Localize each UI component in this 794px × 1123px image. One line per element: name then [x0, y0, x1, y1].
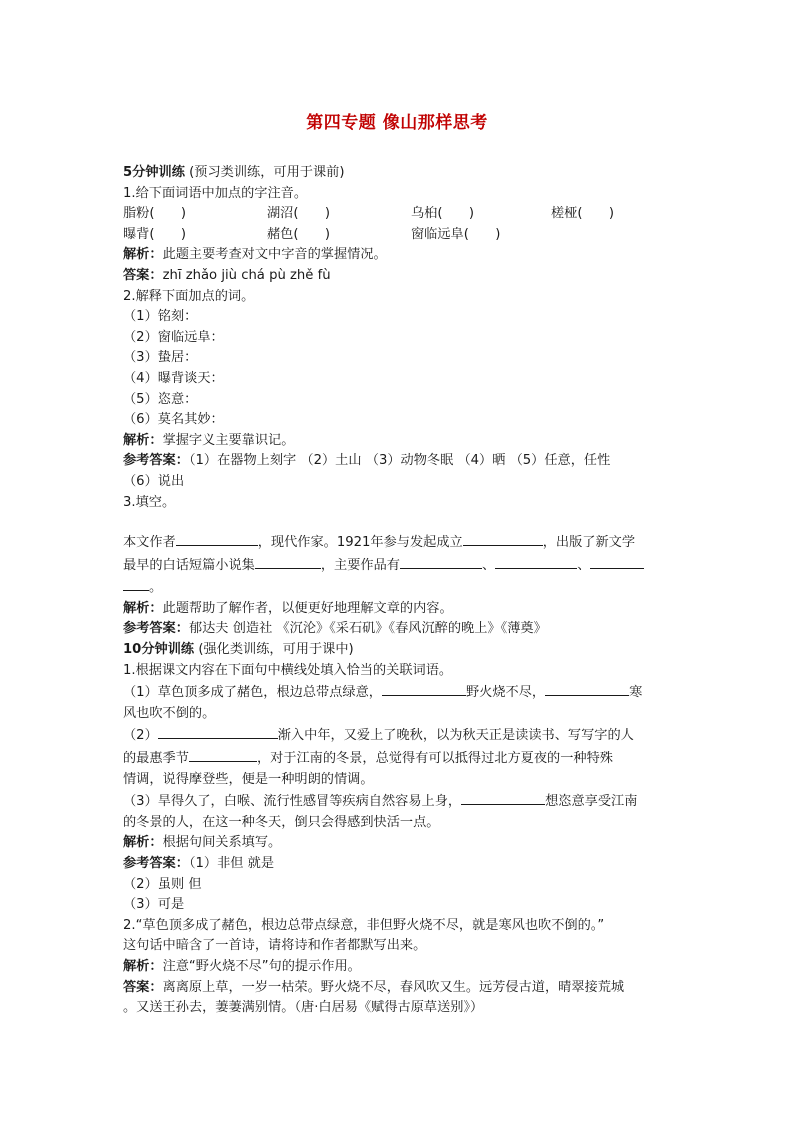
sentence-text: （1）草色顶多成了赭色，根边总带点绿意， [123, 685, 382, 701]
question-prompt-continuation: 这句话中暗含了一首诗，请将诗和作者都默写出来。 [123, 938, 427, 954]
blank-work-2[interactable] [495, 554, 577, 569]
word-item: 湖沼( ) [267, 206, 331, 222]
fill-text: 本文作者 [123, 535, 176, 551]
blank-work-3-cont[interactable] [123, 576, 149, 591]
word-item: 槎桠( ) [551, 206, 615, 222]
answer-text: 郁达夫 创造社 《沉沦》《采石矶》《春风沉醉的晚上》《薄奠》 [188, 621, 547, 637]
answer-continuation: （6）说出 [123, 473, 185, 489]
question-prompt: 1.给下面词语中加点的字注音。 [123, 185, 308, 201]
sentence-3-line-2: 的冬景的人，在这一种冬天，倒只会得感到快活一点。 [123, 814, 440, 830]
blank-conj-2a[interactable] [158, 724, 278, 739]
word-item: 脂粉( ) [123, 206, 187, 222]
fill-line-1 [123, 531, 671, 554]
analysis-line [123, 245, 671, 266]
blank-society[interactable] [463, 531, 543, 546]
sentence-2-line-1 [123, 724, 671, 747]
list-item: （2）窗临远阜： [123, 329, 224, 345]
answer-label: 参考答案： [123, 621, 189, 637]
answer-item: （2）虽则 但 [123, 876, 202, 892]
pinyin-row-1 [123, 204, 671, 225]
fill-line-2 [123, 554, 671, 577]
analysis-label: 解析： [123, 247, 163, 263]
analysis-text: 此题帮助了解作者，以便更好地理解文章的内容。 [162, 600, 453, 616]
fill-text: 、 [482, 557, 496, 573]
fill-text: ，现代作家。1921年参与发起成立 [257, 535, 463, 551]
word-item: 赭色( ) [267, 226, 331, 242]
answer-line [123, 266, 671, 287]
answer-label: 参考答案： [123, 856, 189, 871]
sentence-text: ，对于江南的冬景，总觉得有可以抵得过北方夏夜的一种特殊 [256, 751, 613, 767]
question-prompt: 1.根据课文内容在下面句中横线处填入恰当的关联词语。 [123, 662, 453, 678]
fill-text: ，出版了新文学 [542, 535, 636, 551]
sentence-text: 渐入中年，又爱上了晚秋，以为秋天正是读读书、写写字的人 [277, 728, 634, 744]
answer-line [123, 854, 671, 875]
answer-label: 参考答案： [123, 453, 189, 469]
question-prompt: 2.解释下面加点的词。 [123, 288, 255, 304]
analysis-text: 掌握字义主要靠识记。 [162, 432, 295, 448]
analysis-text: 此题主要考查对文中字音的掌握情况。 [162, 247, 387, 263]
analysis-label: 解析： [123, 600, 163, 616]
analysis-label: 解析： [123, 432, 163, 448]
sentence-text: （3）旱得久了，白喉、流行性感冒等疾病自然容易上身， [123, 794, 462, 810]
blank-collection[interactable] [255, 554, 321, 569]
section-heading-note: (强化类训练，可用于课中) [198, 642, 354, 658]
analysis-label: 解析： [123, 835, 163, 851]
analysis-text: 根据句间关系填写。 [162, 835, 282, 851]
blank-work-1[interactable] [400, 554, 482, 569]
analysis-line [123, 957, 671, 978]
fill-text: 最早的白话短篇小说集 [123, 557, 255, 573]
list-item: （4）曝背谈天： [123, 370, 224, 386]
blank-author[interactable] [176, 531, 258, 546]
answer-text: （1）非但 就是 [188, 856, 275, 871]
sentence-1-line-1 [123, 681, 671, 704]
answer-line [123, 619, 671, 640]
answer-line [123, 451, 671, 472]
answer-text: 离离原上草，一岁一枯荣。野火烧不尽，春风吹又生。远芳侵古道，晴翠接荒城 [162, 979, 625, 995]
answer-text: （1）在器物上刻字 （2）土山 （3）动物冬眠 （4）晒 （5）任意，任性 [188, 453, 611, 469]
spacer [123, 513, 671, 531]
section-heading-5min [123, 163, 671, 184]
answer-line [123, 978, 671, 999]
sentence-1-line-2: 风也吹不倒的。 [123, 705, 216, 721]
section-heading-label: 5分钟训练 [123, 165, 185, 180]
word-item: 曝背( ) [123, 226, 187, 242]
answer-item: （3）可是 [123, 897, 185, 913]
blank-conj-1b[interactable] [545, 681, 629, 696]
answer-label: 答案： [123, 979, 163, 995]
sentence-2-line-3: 情调，说得摩登些，便是一种明朗的情调。 [123, 771, 374, 787]
answer-text: zhī zhǎo jiù chá pù zhě fù [162, 267, 331, 283]
sentence-3-line-1 [123, 790, 671, 813]
sentence-text: 寒 [629, 685, 643, 701]
pinyin-row-2 [123, 225, 671, 246]
section-heading-10min [123, 640, 671, 661]
sentence-text: （2） [123, 728, 158, 744]
blank-work-3[interactable] [590, 554, 644, 569]
list-item: （6）莫名其妙： [123, 412, 224, 428]
fill-text: ，主要作品有 [320, 557, 400, 573]
page-title: 第四专题 像山那样思考 [306, 113, 488, 133]
list-item: （1）铭刻： [123, 309, 198, 325]
analysis-label: 解析： [123, 958, 163, 974]
fill-text: 。 [149, 580, 163, 596]
sentence-text: 想恣意享受江南 [545, 794, 638, 810]
section-heading-note: (预习类训练，可用于课前) [189, 165, 345, 180]
analysis-line [123, 599, 671, 620]
blank-conj-3[interactable] [461, 790, 545, 805]
blank-conj-1a[interactable] [382, 681, 466, 696]
list-item: （3）蛰居： [123, 350, 198, 366]
question-prompt: 2.“草色顶多成了赭色，根边总带点绿意，非但野火烧不尽，就是寒风也吹不倒的。” [123, 917, 605, 933]
answer-continuation: 。又送王孙去，萋萋满别情。（唐·白居易《赋得古原草送别》） [123, 1000, 484, 1016]
sentence-text: 野火烧不尽， [465, 685, 546, 701]
sentence-text: 的最惠季节 [123, 751, 189, 767]
blank-conj-2b[interactable] [189, 747, 257, 762]
section-heading-label: 10分钟训练 [123, 642, 195, 658]
word-item: 窗临远阜( ) [411, 226, 501, 242]
word-item: 乌桕( ) [411, 206, 475, 222]
analysis-line [123, 431, 671, 452]
answer-label: 答案： [123, 267, 163, 283]
analysis-text: 注意“野火烧不尽”句的提示作用。 [162, 958, 361, 974]
fill-text: 、 [577, 557, 591, 573]
sentence-2-line-2 [123, 747, 671, 770]
analysis-line [123, 833, 671, 854]
document-page [123, 108, 671, 1019]
fill-line-3 [123, 576, 671, 599]
question-prompt: 3.填空。 [123, 494, 176, 510]
list-item: （5）恣意： [123, 391, 198, 407]
